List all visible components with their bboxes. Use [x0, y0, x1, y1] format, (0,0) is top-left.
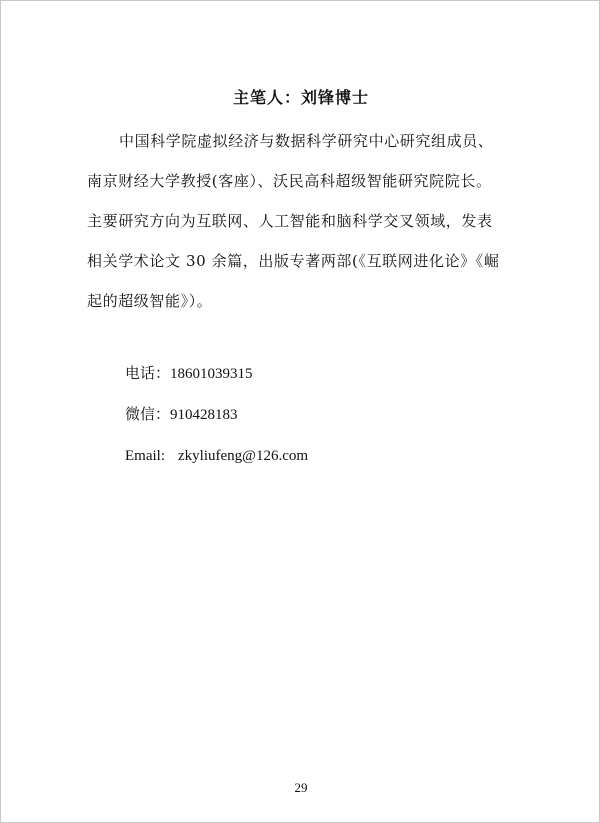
author-heading: 主笔人：刘锋博士 — [232, 88, 369, 107]
wechat-value: 910428183 — [170, 407, 238, 423]
wechat-label: 微信： — [125, 405, 171, 423]
bio-line: 相关学术论文 30 余篇，出版专著两部(《互联网进化论》《崛 — [87, 252, 500, 270]
bio-line: 起的超级智能》）。 — [87, 292, 213, 310]
contact-info — [125, 353, 308, 476]
page-number: 29 — [294, 780, 308, 795]
author-bio — [87, 121, 517, 321]
bio-line: 中国科学院虚拟经济与数据科学研究中心研究组成员、 — [119, 132, 494, 150]
bio-line: 南京财经大学教授(客座）、沃民高科超级智能研究院院长。 — [87, 172, 492, 190]
email-label: Email: — [125, 448, 165, 464]
phone-value: 18601039315 — [170, 366, 253, 382]
email-value[interactable]: zkyliufeng@126.com — [178, 448, 309, 464]
phone-row — [125, 353, 308, 394]
bio-line: 主要研究方向为互联网、人工智能和脑科学交叉领域，发表 — [87, 212, 493, 230]
phone-label: 电话： — [125, 364, 171, 382]
wechat-row — [125, 394, 308, 435]
email-row — [125, 435, 308, 476]
